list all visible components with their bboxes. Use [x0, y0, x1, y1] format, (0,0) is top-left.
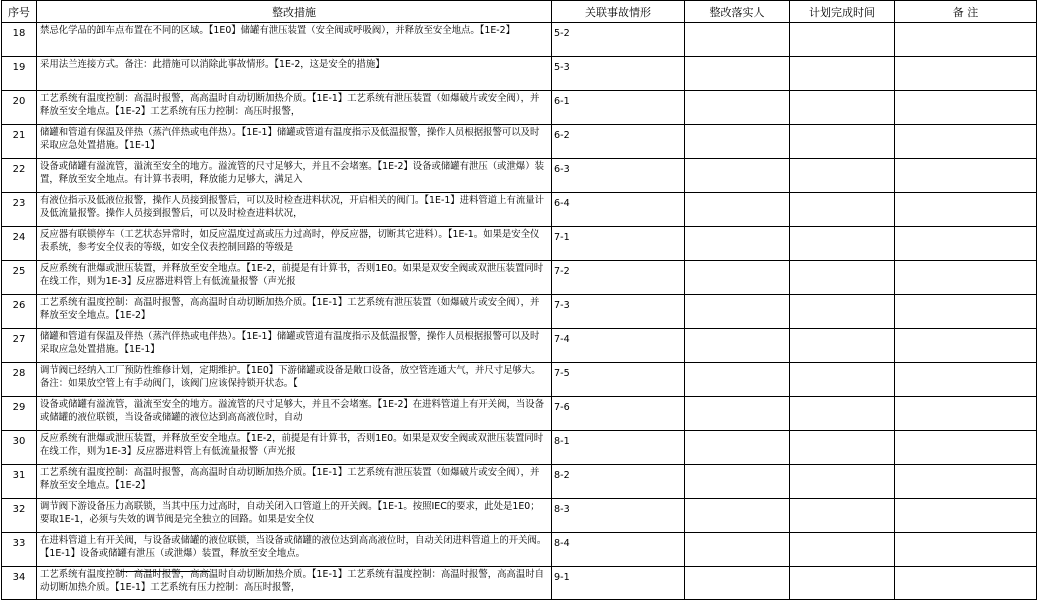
row-remark-cell[interactable]	[895, 363, 1037, 397]
row-related[interactable]: 8-1	[552, 431, 685, 465]
row-measure-text: 调节阀下游设备压力高联锁，当其中压力过高时，自动关闭入口管道上的开关阀。【1E-1。按照IEC的要求，此处是1E0；要取1E-1，必须与失效的调节阀是完全独立的回路。如果是安全仪	[40, 501, 540, 525]
row-remark-cell[interactable]	[895, 23, 1037, 57]
row-measure[interactable]	[37, 159, 552, 193]
row-measure-text: 反应系统有泄爆或泄压装置，并释放至安全地点。【1E-2，前提是有计算书，否则1E0。如果是双安全阀或双泄压装置同时在线工作，则为1E-3】反应器进料管上有低流量报警（声光报	[40, 263, 544, 287]
row-related[interactable]: 7-4	[552, 329, 685, 363]
table-row	[2, 91, 1037, 125]
row-measure[interactable]	[37, 125, 552, 159]
row-related[interactable]: 8-4	[552, 533, 685, 567]
row-number: 21	[2, 125, 37, 159]
row-deadline-cell[interactable]	[790, 159, 895, 193]
row-deadline-cell[interactable]	[790, 397, 895, 431]
row-measure-text: 工艺系统有温度控制：高温时报警，高高温时自动切断加热介质。【1E-1】工艺系统有泄压装置（如爆破片或安全阀），并释放至安全地点。【1E-2】工艺系统有压力控制：高压时报警，	[40, 93, 540, 117]
row-number: 30	[2, 431, 37, 465]
row-number: 31	[2, 465, 37, 499]
row-related[interactable]: 6-3	[552, 159, 685, 193]
table-row	[2, 295, 1037, 329]
row-deadline-cell[interactable]	[790, 227, 895, 261]
row-number: 22	[2, 159, 37, 193]
row-measure[interactable]	[37, 329, 552, 363]
row-number: 33	[2, 533, 37, 567]
header-related: 关联事故情形	[552, 1, 685, 23]
row-deadline-cell[interactable]	[790, 499, 895, 533]
header-owner: 整改落实人	[685, 1, 790, 23]
row-related[interactable]: 6-2	[552, 125, 685, 159]
row-owner-cell[interactable]	[685, 465, 790, 499]
row-owner-cell[interactable]	[685, 227, 790, 261]
row-remark-cell[interactable]	[895, 91, 1037, 125]
row-number: 23	[2, 193, 37, 227]
row-deadline-cell[interactable]	[790, 465, 895, 499]
row-remark-cell[interactable]	[895, 431, 1037, 465]
row-measure[interactable]	[37, 91, 552, 125]
header-row	[2, 1, 1037, 23]
header-measure: 整改措施	[37, 1, 552, 23]
row-measure[interactable]	[37, 465, 552, 499]
row-related[interactable]: 8-3	[552, 499, 685, 533]
row-number: 20	[2, 91, 37, 125]
row-owner-cell[interactable]	[685, 431, 790, 465]
row-deadline-cell[interactable]	[790, 329, 895, 363]
row-measure[interactable]	[37, 227, 552, 261]
row-measure[interactable]	[37, 261, 552, 295]
row-measure-text: 禁忌化学品的卸车点布置在不同的区域。【1E0】储罐有泄压装置（安全阀或呼吸阀），并释放至安全地点。【1E-2】	[40, 25, 516, 36]
table-row	[2, 533, 1037, 567]
row-related[interactable]: 7-2	[552, 261, 685, 295]
row-owner-cell[interactable]	[685, 533, 790, 567]
row-related[interactable]: 9-1	[552, 567, 685, 600]
row-measure-text: 储罐和管道有保温及伴热（蒸汽伴热或电伴热）。【1E-1】储罐或管道有温度指示及低温报警，操作人员根据报警可以及时采取应急处置措施。【1E-1】	[40, 331, 540, 355]
row-owner-cell[interactable]	[685, 567, 790, 600]
header-seq: 序号	[2, 1, 37, 23]
row-owner-cell[interactable]	[685, 499, 790, 533]
row-remark-cell[interactable]	[895, 397, 1037, 431]
table-row	[2, 159, 1037, 193]
row-owner-cell[interactable]	[685, 363, 790, 397]
row-measure[interactable]	[37, 499, 552, 533]
table-row	[2, 57, 1037, 91]
row-deadline-cell[interactable]	[790, 125, 895, 159]
row-deadline-cell[interactable]	[790, 23, 895, 57]
row-measure[interactable]	[37, 57, 552, 91]
row-related[interactable]: 7-5	[552, 363, 685, 397]
row-remark-cell[interactable]	[895, 465, 1037, 499]
row-measure[interactable]	[37, 397, 552, 431]
row-owner-cell[interactable]	[685, 159, 790, 193]
row-number: 24	[2, 227, 37, 261]
row-related[interactable]: 5-2	[552, 23, 685, 57]
row-remark-cell[interactable]	[895, 125, 1037, 159]
row-number: 29	[2, 397, 37, 431]
row-deadline-cell[interactable]	[790, 567, 895, 600]
row-remark-cell[interactable]	[895, 261, 1037, 295]
row-measure-text: 调节阀已经纳入工厂预防性维修计划，定期维护。【1E0】下游储罐或设备是敞口设备，放空管连通大气，并尺寸足够大。备注：如果放空管上有手动阀门，该阀门应该保持锁开状态。【	[40, 365, 541, 389]
row-measure[interactable]	[37, 431, 552, 465]
row-owner-cell[interactable]	[685, 23, 790, 57]
row-related[interactable]: 7-1	[552, 227, 685, 261]
row-measure-text: 储罐和管道有保温及伴热（蒸汽伴热或电伴热）。【1E-1】储罐或管道有温度指示及低温报警，操作人员根据报警可以及时采取应急处置措施。【1E-1】	[40, 127, 540, 151]
row-measure[interactable]	[37, 533, 552, 567]
row-measure[interactable]	[37, 23, 552, 57]
row-remark-cell[interactable]	[895, 57, 1037, 91]
row-measure-text: 反应系统有泄爆或泄压装置，并释放至安全地点。【1E-2，前提是有计算书，否则1E0。如果是双安全阀或双泄压装置同时在线工作，则为1E-3】反应器进料管上有低流量报警（声光报	[40, 433, 544, 457]
row-remark-cell[interactable]	[895, 295, 1037, 329]
row-deadline-cell[interactable]	[790, 57, 895, 91]
header-deadline: 计划完成时间	[790, 1, 895, 23]
row-number: 32	[2, 499, 37, 533]
row-deadline-cell[interactable]	[790, 261, 895, 295]
row-owner-cell[interactable]	[685, 91, 790, 125]
row-remark-cell[interactable]	[895, 567, 1037, 600]
table-row	[2, 193, 1037, 227]
row-owner-cell[interactable]	[685, 193, 790, 227]
table-row	[2, 499, 1037, 533]
row-number: 27	[2, 329, 37, 363]
row-number: 19	[2, 57, 37, 91]
row-related[interactable]: 7-3	[552, 295, 685, 329]
row-number: 34	[2, 567, 37, 600]
row-related[interactable]: 6-4	[552, 193, 685, 227]
header-remark: 备 注	[895, 1, 1037, 23]
row-measure[interactable]	[37, 295, 552, 329]
bottom-edge-mark	[120, 571, 210, 576]
row-measure-text: 设备或储罐有溢流管，溢流至安全的地方。溢流管的尺寸足够大，并且不会堵塞。【1E-2】在进料管道上有开关阀，当设备或储罐的液位联锁，当设备或储罐的液位达到高高液位时，自动	[40, 399, 545, 423]
row-owner-cell[interactable]	[685, 125, 790, 159]
row-number: 25	[2, 261, 37, 295]
row-measure-text: 有液位指示及低液位报警，操作人员接到报警后，可以及时检查进料状况，开启相关的阀门。【1E-1】进料管道上有流量计及低流量报警。操作人员接到报警后，可以及时检查进料状况，	[40, 195, 545, 219]
row-measure[interactable]	[37, 193, 552, 227]
row-measure-text: 反应器有联锁停车（工艺状态异常时，如反应温度过高或压力过高时，停反应器，切断其它进料）。【1E-1。如果是安全仪表系统，参考安全仪表的等级，如安全仪表控制回路的等级是	[40, 229, 540, 253]
row-measure-text: 工艺系统有温度控制：高温时报警，高高温时自动切断加热介质。【1E-1】工艺系统有泄压装置（如爆破片或安全阀），并释放至安全地点。【1E-2】	[40, 467, 540, 491]
row-measure-text: 采用法兰连接方式。备注：此措施可以消除此事故情形。【1E-2，这是安全的措施】	[40, 59, 385, 70]
table-row	[2, 363, 1037, 397]
row-related[interactable]: 5-3	[552, 57, 685, 91]
table-row	[2, 261, 1037, 295]
table-row	[2, 227, 1037, 261]
table-row	[2, 397, 1037, 431]
row-measure[interactable]	[37, 567, 552, 600]
row-remark-cell[interactable]	[895, 227, 1037, 261]
row-owner-cell[interactable]	[685, 329, 790, 363]
row-remark-cell[interactable]	[895, 329, 1037, 363]
row-owner-cell[interactable]	[685, 261, 790, 295]
table-row	[2, 431, 1037, 465]
row-number: 28	[2, 363, 37, 397]
table-row	[2, 329, 1037, 363]
row-measure[interactable]	[37, 363, 552, 397]
table-row	[2, 465, 1037, 499]
row-measure-text: 设备或储罐有溢流管，溢流至安全的地方。溢流管的尺寸足够大，并且不会堵塞。【1E-2】设备或储罐有泄压（或泄爆）装置，释放至安全地点。有计算书表明，释放能力足够大，满足入	[40, 161, 545, 185]
row-owner-cell[interactable]	[685, 295, 790, 329]
row-remark-cell[interactable]	[895, 193, 1037, 227]
row-deadline-cell[interactable]	[790, 295, 895, 329]
table-row	[2, 125, 1037, 159]
row-related[interactable]: 7-6	[552, 397, 685, 431]
row-deadline-cell[interactable]	[790, 363, 895, 397]
rectification-table	[1, 0, 1037, 600]
row-number: 18	[2, 23, 37, 57]
row-measure-text: 工艺系统有温度控制：高温时报警，高高温时自动切断加热介质。【1E-1】工艺系统有温度控制：高温时报警，高高温时自动切断加热介质。【1E-1】工艺系统有压力控制：高压时报警，	[40, 569, 545, 593]
row-remark-cell[interactable]	[895, 499, 1037, 533]
row-deadline-cell[interactable]	[790, 533, 895, 567]
row-related[interactable]: 8-2	[552, 465, 685, 499]
row-owner-cell[interactable]	[685, 57, 790, 91]
row-remark-cell[interactable]	[895, 159, 1037, 193]
row-deadline-cell[interactable]	[790, 431, 895, 465]
row-owner-cell[interactable]	[685, 397, 790, 431]
row-measure-text: 在进料管道上有开关阀，与设备或储罐的液位联锁，当设备或储罐的液位达到高高液位时，自动关闭进料管道上的开关阀。【1E-1】设备或储罐有泄压（或泄爆）装置，释放至安全地点。	[40, 535, 547, 559]
row-deadline-cell[interactable]	[790, 91, 895, 125]
row-measure-text: 工艺系统有温度控制：高温时报警，高高温时自动切断加热介质。【1E-1】工艺系统有泄压装置（如爆破片或安全阀），并释放至安全地点。【1E-2】	[40, 297, 540, 321]
table-row	[2, 23, 1037, 57]
row-deadline-cell[interactable]	[790, 193, 895, 227]
row-related[interactable]: 6-1	[552, 91, 685, 125]
row-number: 26	[2, 295, 37, 329]
row-remark-cell[interactable]	[895, 533, 1037, 567]
